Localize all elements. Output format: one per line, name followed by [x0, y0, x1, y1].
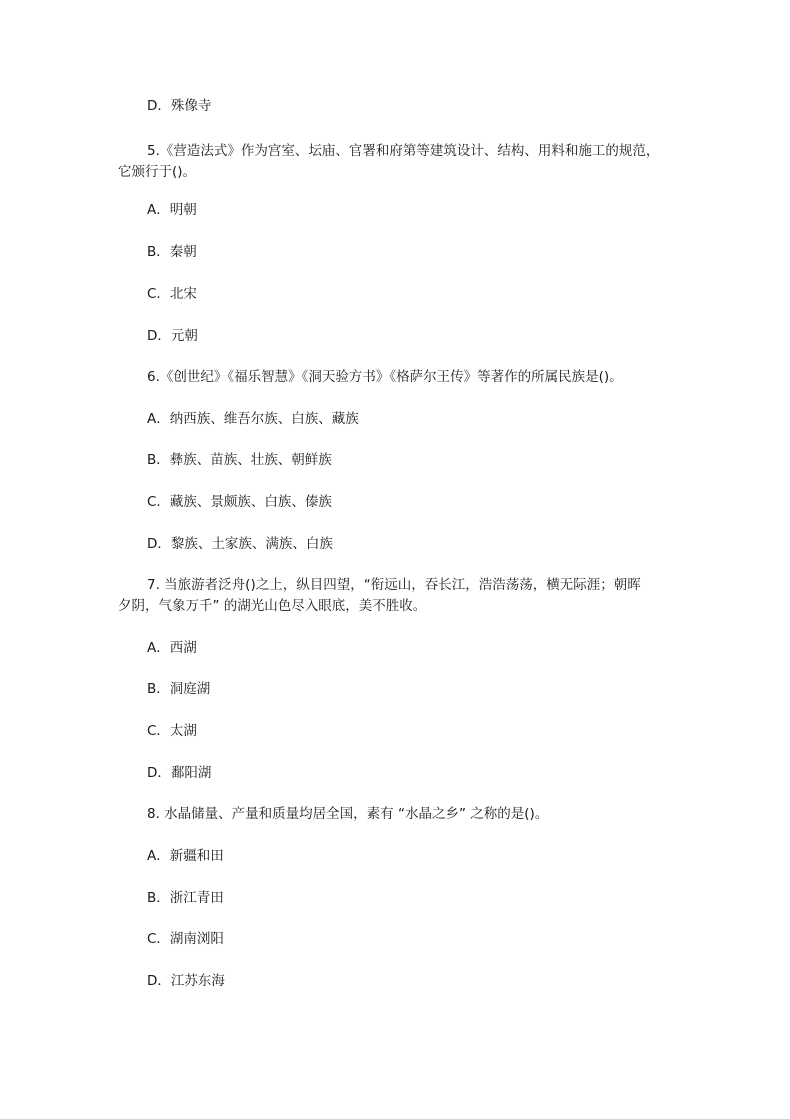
q5-option-c: C．北宋 — [147, 286, 197, 302]
q6-option-d: D．黎族、土家族、满族、白族 — [147, 536, 333, 552]
q4-option-d: D．殊像寺 — [147, 98, 212, 114]
q5-option-d: D．元朝 — [147, 328, 198, 344]
q7-option-d: D．鄱阳湖 — [147, 765, 212, 781]
q8-option-a: A．新疆和田 — [147, 848, 224, 864]
q8-question: 8. 水晶储量、产量和质量均居全国，素有 “水晶之乡” 之称的是()。 — [147, 806, 549, 822]
q6-question: 6.《创世纪》《福乐智慧》《洞天验方书》《格萨尔王传》等著作的所属民族是()。 — [147, 369, 623, 385]
q5-question-line-2: 它颁行于()。 — [118, 164, 197, 180]
q8-option-d: D．江苏东海 — [147, 973, 225, 989]
q7-option-b: B．洞庭湖 — [147, 681, 211, 697]
q7-question-line-1: 7. 当旅游者泛舟()之上，纵目四望，“衔远山，吞长江，浩浩荡荡，横无际涯；朝晖 — [147, 577, 641, 593]
q7-option-c: C．太湖 — [147, 723, 197, 739]
q5-option-b: B．秦朝 — [147, 244, 197, 260]
q6-option-a: A．纳西族、维吾尔族、白族、藏族 — [147, 411, 359, 427]
q8-option-b: B．浙江青田 — [147, 890, 224, 906]
q5-option-a: A．明朝 — [147, 202, 197, 218]
q8-option-c: C．湖南浏阳 — [147, 931, 224, 947]
q6-option-b: B．彝族、苗族、壮族、朝鲜族 — [147, 452, 332, 468]
q5-question-line-1: 5.《营造法式》作为宫室、坛庙、官署和府第等建筑设计、结构、用料和施工的规范， — [147, 143, 660, 159]
q7-option-a: A．西湖 — [147, 640, 197, 656]
q6-option-c: C．藏族、景颇族、白族、傣族 — [147, 494, 332, 510]
q7-question-line-2: 夕阴，气象万千” 的湖光山色尽入眼底，美不胜收。 — [118, 598, 427, 614]
